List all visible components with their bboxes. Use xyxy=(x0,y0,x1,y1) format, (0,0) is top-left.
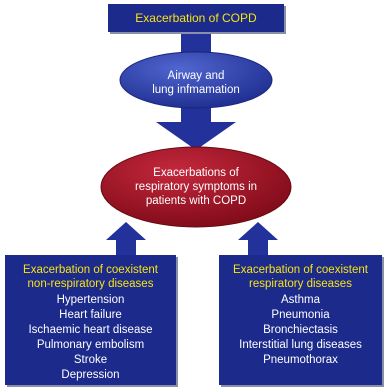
list-item: Hypertension xyxy=(56,294,125,306)
inflammation-label-line2: lung infmamation xyxy=(152,84,240,96)
list-item: Pneumothorax xyxy=(263,354,338,366)
respiratory-diseases-box xyxy=(219,255,382,385)
list-item: Bronchiectasis xyxy=(263,324,338,336)
respiratory-title-line1: Exacerbation of coexistent xyxy=(233,264,368,276)
list-item: Stroke xyxy=(73,354,108,366)
symptoms-label-line1: Exacerbations of xyxy=(153,167,239,179)
arrow-shaft-top xyxy=(181,32,211,54)
inflammation-label-line1: Airway and xyxy=(167,70,225,82)
non-respiratory-diseases-box xyxy=(5,255,176,385)
respiratory-title-line2: respiratory diseases xyxy=(249,278,352,290)
list-item: Interstitial lung diseases xyxy=(239,339,362,351)
list-item: Pulmonary embolism xyxy=(36,339,145,351)
list-item: Ischaemic heart disease xyxy=(28,324,153,336)
list-item: Depression xyxy=(61,369,120,381)
copd-exacerbation-title: Exacerbation of COPD xyxy=(135,11,257,25)
copd-exacerbation-box xyxy=(108,4,284,32)
down-arrow-to-symptoms xyxy=(156,104,236,150)
non-respiratory-box-title xyxy=(5,263,176,291)
non-respiratory-title-line2: non-respiratory diseases xyxy=(27,278,154,290)
symptoms-label-line3: patients with COPD xyxy=(145,195,247,207)
up-arrow-right xyxy=(238,222,278,255)
up-arrow-left xyxy=(106,222,146,255)
symptoms-label xyxy=(118,166,274,208)
inflammation-label xyxy=(122,69,270,97)
respiratory-disease-list xyxy=(219,293,382,368)
respiratory-box-title xyxy=(219,263,382,291)
symptoms-label-line2: respiratory symptoms in xyxy=(134,181,258,193)
list-item: Heart failure xyxy=(59,309,122,321)
non-respiratory-disease-list xyxy=(5,293,176,383)
list-item: Pneumonia xyxy=(271,309,330,321)
list-item: Asthma xyxy=(281,294,320,306)
non-respiratory-title-line1: Exacerbation of coexistent xyxy=(23,264,158,276)
